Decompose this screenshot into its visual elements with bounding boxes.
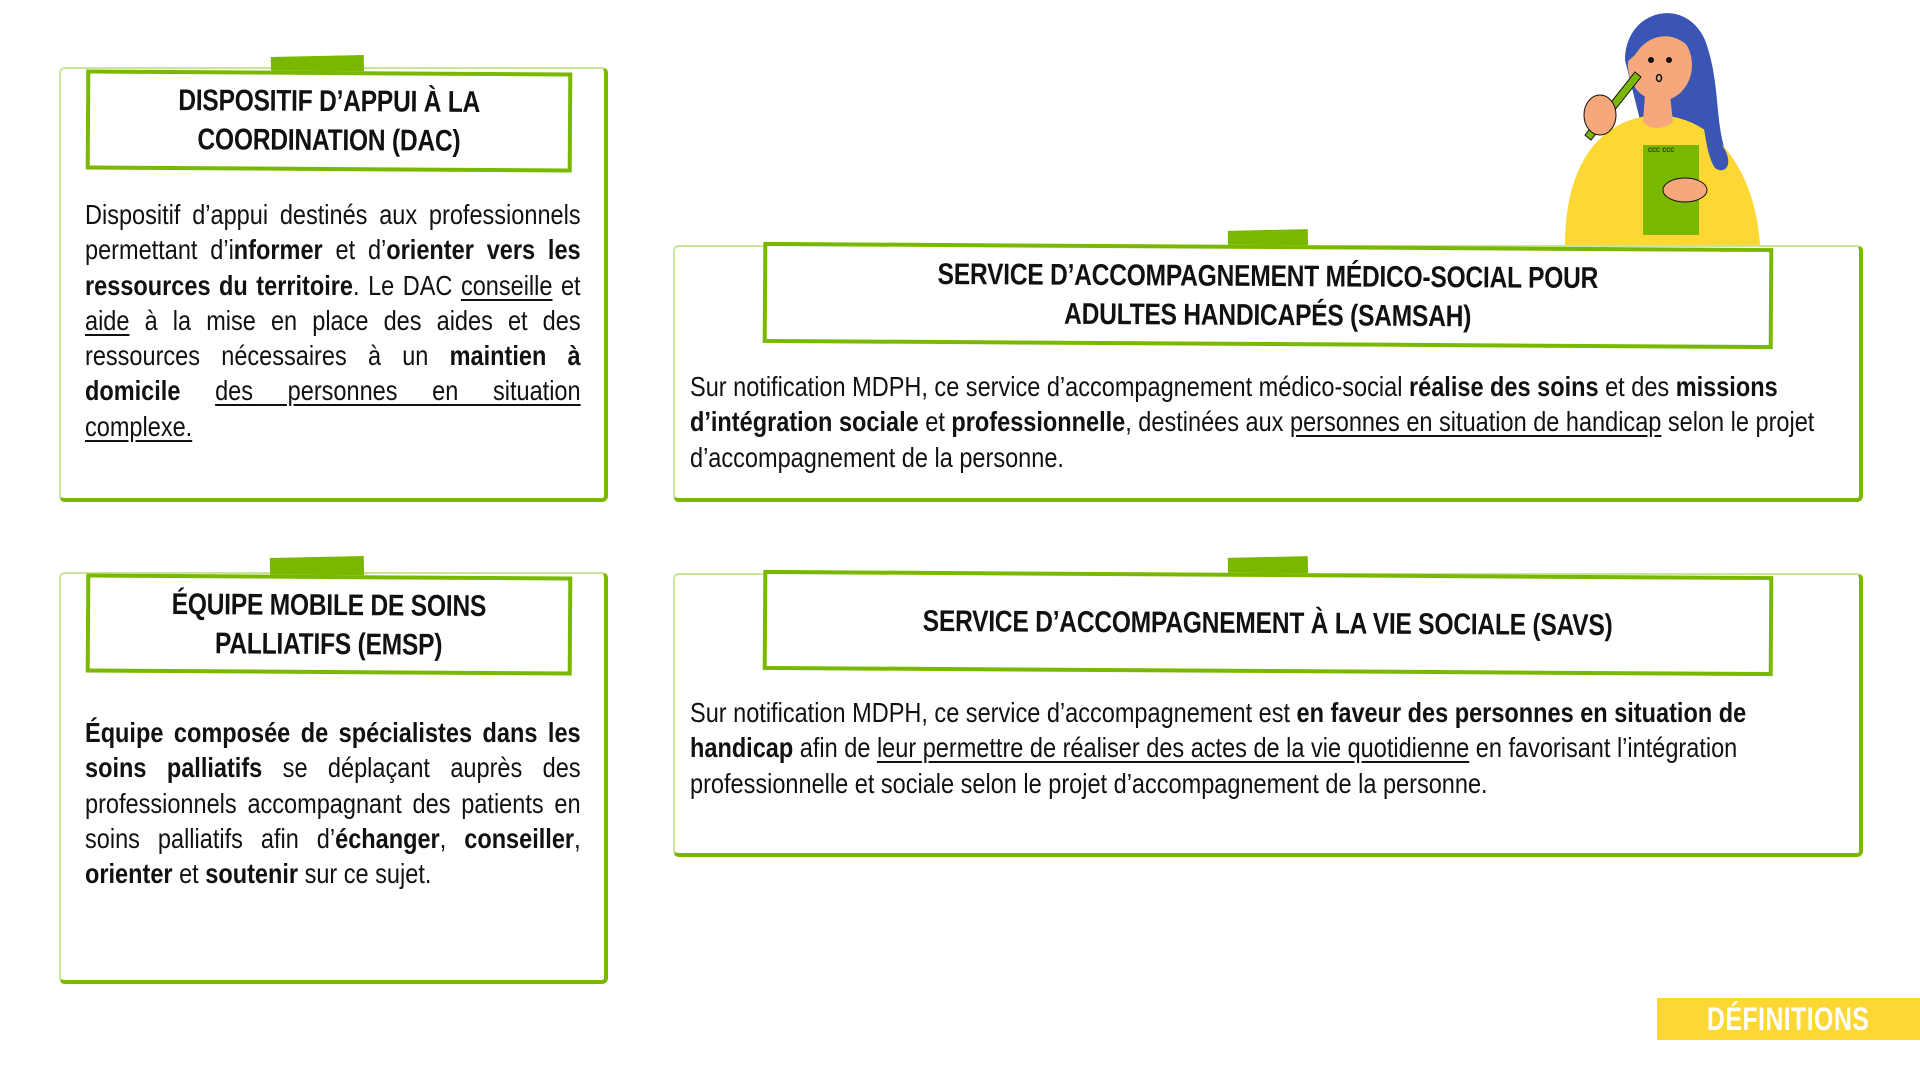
text-segment-normal: se déplaçant auprès des professionnels accompagnant des patients en soins palliatifs afin d’ xyxy=(85,752,581,854)
text-segment-normal: Sur notification MDPH, ce service d’accompagnement est xyxy=(690,697,1297,728)
text-segment-normal: sur ce sujet. xyxy=(298,858,432,890)
card-emsp-title-box xyxy=(86,574,573,676)
card-dac-title-line1: DISPOSITIF D’APPUI À LA xyxy=(178,84,481,119)
text-segment-normal: et d’ xyxy=(322,234,387,266)
text-segment-normal: . Le DAC xyxy=(353,269,461,301)
text-segment-underline: aide xyxy=(85,304,130,336)
text-segment-normal: et xyxy=(918,406,952,438)
text-segment-bold: échanger xyxy=(335,822,440,854)
text-segment-bold: maintien à domicile xyxy=(85,340,581,407)
definitions-badge-label: DÉFINITIONS xyxy=(1707,1000,1870,1037)
text-segment-normal: afin de xyxy=(793,732,877,764)
text-segment-bold: nformer xyxy=(233,234,323,266)
woman-thinking-illustration xyxy=(1555,0,1770,245)
card-savs-title xyxy=(923,601,1613,644)
text-segment-underline: leur permettre de réaliser des actes de la vie quotidienne xyxy=(876,732,1470,764)
card-samsah-title xyxy=(938,254,1599,336)
card-emsp-title-line1: ÉQUIPE MOBILE DE SOINS xyxy=(171,587,487,623)
text-segment-underline: conseille xyxy=(460,269,553,301)
card-emsp-body xyxy=(85,715,581,891)
text-segment-normal: Dispositif d’appui destinés aux professionnels permettant d’i xyxy=(85,199,581,266)
card-samsah-title-line2: ADULTES HANDICAPÉS (SAMSAH) xyxy=(1064,297,1472,333)
card-dac-title-line2: COORDINATION (DAC) xyxy=(197,123,461,158)
text-segment-normal: et des xyxy=(1598,371,1676,402)
text-segment-normal: , destinées aux xyxy=(1125,406,1290,438)
card-emsp-title xyxy=(172,585,487,665)
text-segment-normal: et xyxy=(172,858,206,890)
card-dac-body xyxy=(85,197,581,444)
text-segment-normal: Sur notification MDPH, ce service d’accompagnement médico-social xyxy=(690,371,1409,402)
text-segment-bold: réalise des soins xyxy=(1408,371,1599,402)
text-segment-underline: des personnes en situation complexe. xyxy=(85,375,581,442)
definitions-badge xyxy=(1657,998,1920,1040)
text-segment-normal: selon le projet d’accompagnement de la personne. xyxy=(690,406,1815,473)
text-segment-underline: personnes en situation de handicap xyxy=(1289,406,1662,438)
card-samsah-title-line1: SERVICE D’ACCOMPAGNEMENT MÉDICO-SOCIAL POUR xyxy=(937,257,1599,295)
text-segment-normal: et xyxy=(552,269,581,301)
svg-text:ccc ccc: ccc ccc xyxy=(1648,145,1675,154)
card-savs-body xyxy=(690,695,1849,801)
text-segment-bold: orienter vers les ressources du territoire xyxy=(85,234,581,301)
woman-with-notepad-thinking-icon xyxy=(1555,0,1770,245)
card-samsah-body xyxy=(690,369,1849,475)
text-segment-normal: , xyxy=(574,822,581,854)
text-segment-normal: à la mise en place des aides et des ressources nécessaires à un xyxy=(85,304,581,372)
card-emsp-title-line2: PALLIATIFS (EMSP) xyxy=(215,626,443,662)
text-segment-normal: , xyxy=(439,822,465,854)
text-segment-bold: conseiller xyxy=(464,822,575,854)
text-segment-bold: professionnelle xyxy=(951,406,1126,438)
card-savs-title-box xyxy=(763,570,1774,676)
card-dac-title xyxy=(178,81,480,161)
card-savs-title-line1: SERVICE D’ACCOMPAGNEMENT À LA VIE SOCIALE (SAVS) xyxy=(922,604,1613,642)
text-segment-bold: soutenir xyxy=(205,858,299,890)
card-dac-title-box xyxy=(86,70,573,173)
card-samsah-title-box xyxy=(763,242,1774,349)
text-segment-normal xyxy=(180,375,215,406)
text-segment-bold: orienter xyxy=(85,858,173,890)
text-segment-bold: missions d’intégration sociale xyxy=(690,371,1778,438)
text-segment-bold: en faveur des personnes en situation de handicap xyxy=(690,697,1747,764)
text-segment-normal: en favorisant l’intégration professionnelle et sociale selon le projet d’accompagnement de la personne. xyxy=(690,732,1738,799)
text-segment-bold: Équipe composée de spécialistes dans les soins palliatifs xyxy=(85,717,581,784)
